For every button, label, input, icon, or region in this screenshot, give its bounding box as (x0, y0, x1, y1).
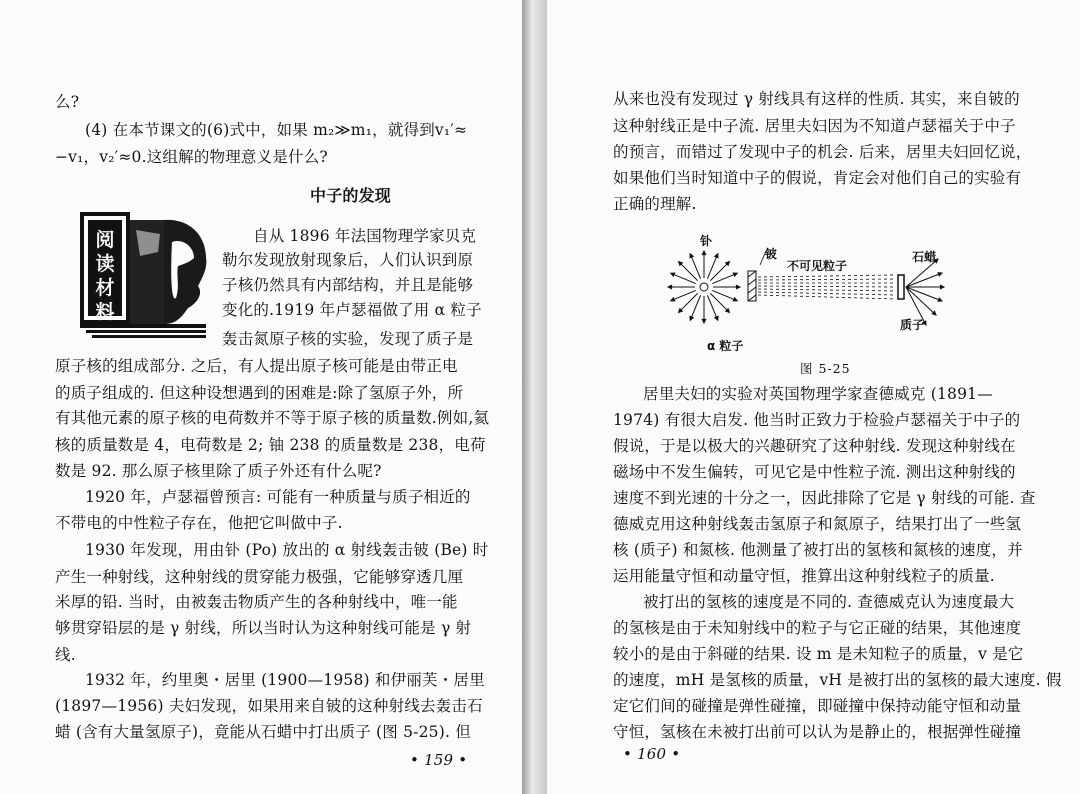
text-line: 1974) 有很大启发. 他当时正致力于检验卢瑟福关于中子的 (613, 411, 1021, 429)
label-invisible-particle: 不可见粒子 (787, 259, 848, 273)
text-line: 1932 年，约里奥・居里 (1900—1958) 和伊丽芙・居里 (85, 671, 485, 689)
text-line: 磁场中不发生偏转，可见它是中性粒子流. 测出这种射线的 (613, 463, 1016, 481)
text-line: 正确的理解. (613, 195, 697, 213)
text-line: (1897—1956) 夫妇发现，如果用来自铍的这种射线去轰击石 (55, 697, 483, 715)
text-line: 有其他元素的原子核的电荷数并不等于原子核的质量数.例如,氦 (55, 409, 490, 427)
text-line: 产生一种射线，这种射线的贯穿能力极强，它能够穿透几厘 (55, 568, 464, 586)
text-line: 数是 92. 那么原子核里除了质子外还有什么呢? (55, 462, 382, 480)
section-heading: 中子的发现 (310, 186, 392, 205)
invisible-particle-beam (758, 275, 896, 299)
text-line: 自从 1896 年法国物理学家贝克 (253, 227, 477, 245)
text-line: 的预言，而错过了发现中子的机会. 后来，居里夫妇回忆说， (613, 143, 1032, 161)
text-line: 够贯穿铅层的是 γ 射线，所以当时认为这种射线可能是 γ 射 (55, 619, 472, 637)
text-line: 轰击氮原子核的实验，发现了质子是 (222, 330, 474, 348)
logo-char: 材 (95, 277, 115, 299)
text-line: 1920 年，卢瑟福曾预言: 可能有一种质量与质子相近的 (85, 488, 471, 506)
text-line: 么? (55, 93, 80, 111)
label-beryllium: 铍 (765, 247, 778, 261)
polonium-source (700, 283, 708, 291)
text-line: 居里夫妇的实验对英国物理学家查德威克 (1891— (643, 385, 993, 403)
text-line: 假说，于是以极大的兴趣研究了这种射线. 发现这种射线在 (613, 437, 1016, 455)
text-line: 被打出的氢核的速度是不同的. 查德威克认为速度最大 (643, 593, 1015, 611)
text-line: 速度不到光速的十分之一，因此排除了它是 γ 射线的可能. 查 (613, 489, 1036, 507)
text-line: 的速度，mH 是氢核的质量，vH 是被打出的氢核的最大速度. 假 (613, 671, 1062, 689)
text-line: 蜡 (含有大量氢原子)，竟能从石蜡中打出质子 (图 5-25). 但 (55, 723, 471, 741)
page-number: • 160 • (623, 745, 681, 763)
page-number: • 159 • (410, 751, 468, 769)
text-line: 1930 年发现，用由钋 (Po) 放出的 α 射线轰击铍 (Be) 时 (85, 541, 489, 559)
logo-char: 读 (95, 253, 115, 275)
text-line: 守恒，氢核在未被打出前可以认为是静止的，根据弹性碰撞 (613, 723, 1022, 741)
text-line: 不带电的中性粒子存在，他把它叫做中子. (55, 514, 343, 532)
text-line: 定它们间的碰撞是弹性碰撞，即碰撞中保持动能守恒和动量 (613, 697, 1022, 715)
text-line: −v₁，v₂′≈0.这组解的物理意义是什么? (55, 148, 328, 166)
paraffin-block (898, 275, 904, 299)
text-line: (4) 在本节课文的(6)式中，如果 m₂≫m₁，就得到v₁′≈ (85, 121, 468, 139)
logo-char: 阅 (95, 229, 115, 251)
text-line: 德威克用这种射线轰击氢原子和氮原子，结果打出了一些氢 (613, 515, 1022, 533)
text-line: 较小的是由于斜碰的结果. 设 m 是未知粒子的质量，v 是它 (613, 645, 1024, 663)
text-line: 运用能量守恒和动量守恒，推算出这种射线粒子的质量. (613, 567, 995, 585)
reading-material-logo (80, 212, 218, 342)
text-line: 这种射线正是中子流. 居里夫妇因为不知道卢瑟福关于中子 (613, 117, 1016, 135)
text-line: 核的质量数是 4，电荷数是 2; 铀 238 的质量数是 238，电荷 (55, 436, 486, 454)
text-line: 的质子组成的. 但这种设想遇到的困难是:除了氢原子外，所 (55, 384, 464, 402)
text-line: 的氢核是由于未知射线中的粒子与它正碰的结果，其他速度 (613, 619, 1022, 637)
text-line: 变化的.1919 年卢瑟福做了用 α 粒子 (222, 301, 482, 319)
text-line: 勒尔发现放射现象后，人们认识到原 (222, 251, 474, 269)
label-paraffin: 石蜡 (912, 250, 937, 264)
text-line: 核 (质子) 和氮核. 他测量了被打出的氢核和氮核的速度，并 (613, 541, 1023, 559)
label-proton: 质子 (900, 318, 925, 332)
text-line: 从来也没有发现过 γ 射线具有这样的性质. 其实，来自铍的 (613, 90, 1020, 108)
text-line: 子核仍然具有内部结构，并且是能够 (222, 276, 474, 294)
label-polonium: 钋 (700, 234, 713, 248)
figure-caption: 图 5-25 (800, 361, 851, 376)
text-line: 线. (55, 646, 76, 664)
book-gutter (522, 0, 547, 794)
logo-char: 料 (95, 301, 115, 323)
text-line: 原子核的组成部分. 之后，有人提出原子核可能是由带正电 (55, 357, 458, 375)
text-line: 米厚的铅. 当时，由被轰击物质产生的各种射线中，唯一能 (55, 593, 458, 611)
text-line: 如果他们当时知道中子的假说，肯定会对他们自己的实验有 (613, 169, 1022, 187)
label-alpha-particle: α 粒子 (707, 339, 744, 353)
